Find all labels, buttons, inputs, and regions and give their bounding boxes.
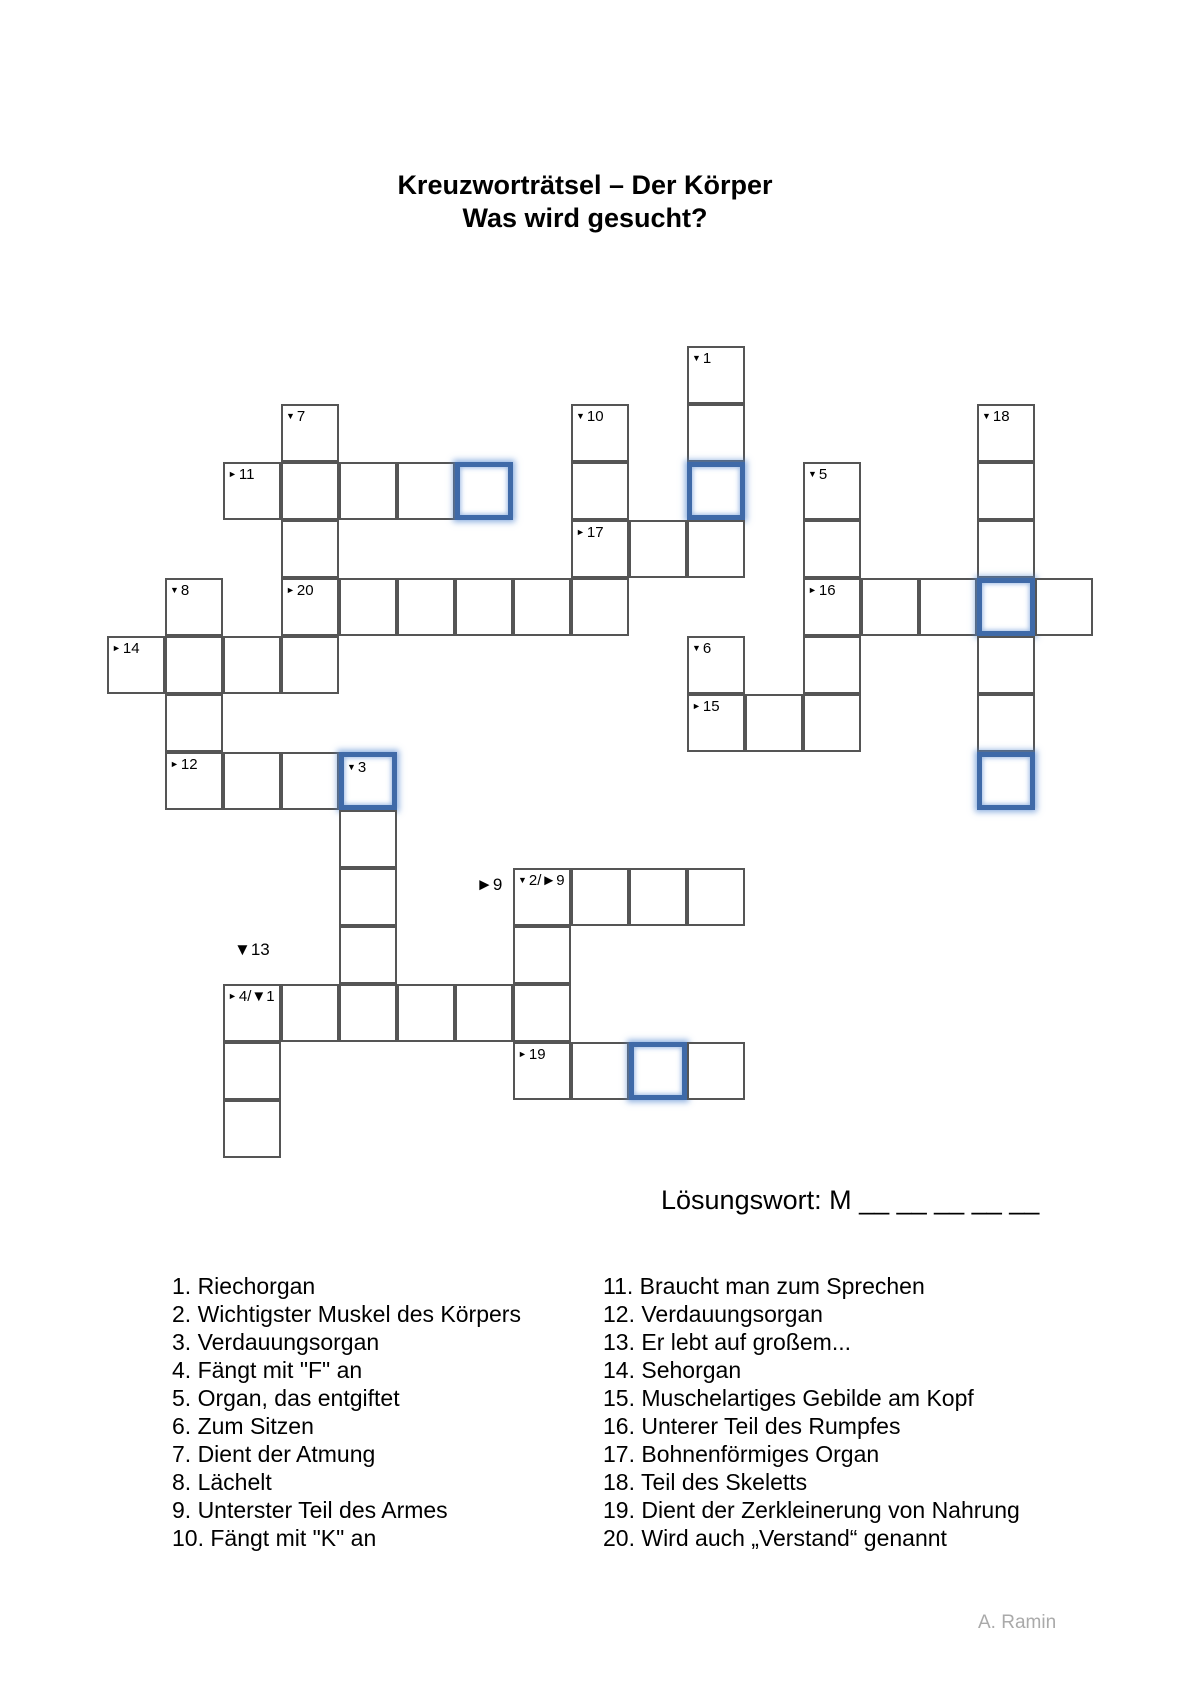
clue: 3. Verdauungsorgan xyxy=(172,1329,380,1355)
clue: 10. Fängt mit "K" an xyxy=(172,1525,377,1551)
crossword-cell[interactable] xyxy=(165,694,223,752)
crossword-cell[interactable] xyxy=(339,810,397,868)
clue-number-text: 18 xyxy=(992,408,1010,425)
crossword-cell[interactable] xyxy=(281,636,339,694)
clue-number xyxy=(692,349,744,368)
title-line-2: Was wird gesucht? xyxy=(462,203,708,233)
clue: 5. Organ, das entgiftet xyxy=(172,1385,400,1411)
clue-number-text: 2/►9 xyxy=(528,872,565,889)
clue-number xyxy=(692,639,744,658)
arrow-right-icon: ► xyxy=(112,643,121,653)
arrow-right-icon: ► xyxy=(808,585,817,595)
clue-number-text: 16 xyxy=(818,582,836,599)
solution-cell[interactable] xyxy=(687,462,745,520)
crossword-cell[interactable] xyxy=(803,578,861,636)
arrow-right-icon: ► xyxy=(576,527,585,537)
clue: 4. Fängt mit "F" an xyxy=(172,1357,363,1383)
clue-number xyxy=(518,1045,570,1064)
clue: 9. Unterster Teil des Armes xyxy=(172,1497,448,1523)
arrow-down-icon: ▼ xyxy=(692,643,701,653)
crossword-cell[interactable] xyxy=(803,636,861,694)
crossword-cell[interactable] xyxy=(281,520,339,578)
clue-number-text: 5 xyxy=(818,466,828,483)
arrow-down-icon: ▼ xyxy=(170,585,179,595)
clue-number-text: 10 xyxy=(586,408,604,425)
label-13-down: ▼13 xyxy=(234,940,270,959)
crossword-cell[interactable] xyxy=(281,404,339,462)
crossword-cell[interactable] xyxy=(687,346,745,404)
solution-word xyxy=(661,1185,1039,1216)
clue-number xyxy=(286,581,338,600)
solution-cell[interactable] xyxy=(629,1042,687,1100)
crossword-cell[interactable] xyxy=(339,578,397,636)
clue-number-text: 14 xyxy=(122,640,140,657)
clue: 11. Braucht man zum Sprechen xyxy=(603,1273,925,1299)
arrow-right-icon: ► xyxy=(170,759,179,769)
title-line-1: Kreuzworträtsel – Der Körper xyxy=(397,170,773,200)
crossword-cell[interactable] xyxy=(223,636,281,694)
clue-number xyxy=(228,987,280,1006)
clue: 16. Unterer Teil des Rumpfes xyxy=(603,1413,901,1439)
arrow-down-icon: ▼ xyxy=(576,411,585,421)
crossword-cell[interactable] xyxy=(165,752,223,810)
clue: 13. Er lebt auf großem... xyxy=(603,1329,852,1355)
crossword-cell[interactable] xyxy=(745,694,803,752)
arrow-right-icon: ► xyxy=(228,469,237,479)
crossword-cell[interactable] xyxy=(513,984,571,1042)
arrow-right-icon: ► xyxy=(228,991,237,1001)
clue: 6. Zum Sitzen xyxy=(172,1413,314,1439)
arrow-down-icon: ▼ xyxy=(692,353,701,363)
clues-left xyxy=(172,1272,521,1552)
crossword-cell[interactable] xyxy=(687,520,745,578)
crossword-cell[interactable] xyxy=(455,578,513,636)
crossword-cell[interactable] xyxy=(165,578,223,636)
clue: 8. Lächelt xyxy=(172,1469,272,1495)
crossword-cell[interactable] xyxy=(687,694,745,752)
crossword-cell[interactable] xyxy=(571,520,629,578)
crossword-cell[interactable] xyxy=(513,926,571,984)
clue: 15. Muschelartiges Gebilde am Kopf xyxy=(603,1385,974,1411)
arrow-down-icon: ▼ xyxy=(347,762,356,772)
crossword-cell[interactable] xyxy=(571,462,629,520)
clue: 7. Dient der Atmung xyxy=(172,1441,376,1467)
clue-number-text: 4/▼1 xyxy=(238,988,275,1005)
crossword-cell[interactable] xyxy=(281,752,339,810)
author: A. Ramin xyxy=(978,1612,1057,1633)
clue: 1. Riechorgan xyxy=(172,1273,316,1299)
clue: 2. Wichtigster Muskel des Körpers xyxy=(172,1301,521,1327)
clue-number xyxy=(576,523,628,542)
clue-number-text: 3 xyxy=(357,759,367,776)
arrow-right-icon: ► xyxy=(518,1049,527,1059)
crossword-cell[interactable] xyxy=(571,1042,629,1100)
clue-number xyxy=(808,465,860,484)
crossword-cell[interactable] xyxy=(223,1042,281,1100)
clue-number-text: 7 xyxy=(296,408,306,425)
crossword-cell[interactable] xyxy=(513,578,571,636)
crossword-cell[interactable] xyxy=(803,520,861,578)
solution-label: Lösungswort: xyxy=(661,1185,822,1215)
crossword-cell[interactable] xyxy=(281,578,339,636)
crossword-cell[interactable] xyxy=(223,1100,281,1158)
label-9-across: ►9 xyxy=(476,875,503,894)
crossword-cell[interactable] xyxy=(339,984,397,1042)
clue: 18. Teil des Skeletts xyxy=(603,1469,808,1495)
arrow-down-icon: ▼ xyxy=(808,469,817,479)
crossword-cell[interactable] xyxy=(977,520,1035,578)
crossword-cell[interactable] xyxy=(223,984,281,1042)
crossword-cell[interactable] xyxy=(861,578,919,636)
crossword-cell[interactable] xyxy=(397,578,455,636)
crossword-cell[interactable] xyxy=(571,868,629,926)
crossword-cell[interactable] xyxy=(803,462,861,520)
clue: 14. Sehorgan xyxy=(603,1357,742,1383)
crossword-cell[interactable] xyxy=(977,636,1035,694)
crossword-cell[interactable] xyxy=(513,1042,571,1100)
clue: 19. Dient der Zerkleinerung von Nahrung xyxy=(603,1497,1020,1523)
crossword-cell[interactable] xyxy=(687,404,745,462)
clue-number-text: 8 xyxy=(180,582,190,599)
clue-number xyxy=(347,758,399,777)
crossword-cell[interactable] xyxy=(165,636,223,694)
crossword-cell[interactable] xyxy=(281,984,339,1042)
clue-number xyxy=(982,407,1034,426)
clue-number-text: 6 xyxy=(702,640,712,657)
crossword-cell[interactable] xyxy=(281,462,339,520)
clue-number xyxy=(170,755,222,774)
crossword-cell[interactable] xyxy=(397,462,455,520)
clue-number xyxy=(518,871,570,890)
crossword-cell[interactable] xyxy=(513,868,571,926)
clue-number xyxy=(170,581,222,600)
crossword-cell[interactable] xyxy=(223,462,281,520)
clue-number xyxy=(112,639,164,658)
clue: 20. Wird auch „Verstand“ genannt xyxy=(603,1525,947,1551)
crossword-cell[interactable] xyxy=(397,984,455,1042)
crossword-cell[interactable] xyxy=(687,1042,745,1100)
clue-number xyxy=(286,407,338,426)
clue-number-text: 20 xyxy=(296,582,314,599)
crossword-cell[interactable] xyxy=(977,694,1035,752)
crossword-cell[interactable] xyxy=(455,984,513,1042)
crossword-cell[interactable] xyxy=(687,868,745,926)
solution-cell[interactable] xyxy=(339,752,397,810)
crossword-cell[interactable] xyxy=(571,578,629,636)
clue: 12. Verdauungsorgan xyxy=(603,1301,823,1327)
crossword-cell[interactable] xyxy=(977,404,1035,462)
crossword-cell[interactable] xyxy=(919,578,977,636)
crossword-cell[interactable] xyxy=(803,694,861,752)
clue-number xyxy=(228,465,280,484)
crossword-cell[interactable] xyxy=(339,926,397,984)
crossword-cell[interactable] xyxy=(977,462,1035,520)
arrow-down-icon: ▼ xyxy=(286,411,295,421)
arrow-right-icon: ► xyxy=(286,585,295,595)
crossword-cell[interactable] xyxy=(687,636,745,694)
crossword-cell[interactable] xyxy=(629,520,687,578)
clue-number-text: 19 xyxy=(528,1046,546,1063)
clue-number xyxy=(808,581,860,600)
clue: 17. Bohnenförmiges Organ xyxy=(603,1441,880,1467)
solution-text: M __ __ __ __ __ xyxy=(829,1185,1040,1215)
clue-number-text: 11 xyxy=(238,466,255,483)
clue-number xyxy=(692,697,744,716)
crossword-cell[interactable] xyxy=(339,462,397,520)
clue-number-text: 1 xyxy=(702,350,712,367)
solution-cell[interactable] xyxy=(455,462,513,520)
clue-number-text: 15 xyxy=(702,698,720,715)
crossword-cell[interactable] xyxy=(223,752,281,810)
arrow-down-icon: ▼ xyxy=(982,411,991,421)
arrow-right-icon: ► xyxy=(692,701,701,711)
crossword-cell[interactable] xyxy=(629,868,687,926)
clue-number xyxy=(576,407,628,426)
crossword-cell[interactable] xyxy=(107,636,165,694)
crossword-cell[interactable] xyxy=(1035,578,1093,636)
crossword-cell[interactable] xyxy=(339,868,397,926)
solution-cell[interactable] xyxy=(977,752,1035,810)
clue-number-text: 12 xyxy=(180,756,198,773)
solution-cell[interactable] xyxy=(977,578,1035,636)
clue-number-text: 17 xyxy=(586,524,604,541)
arrow-down-icon: ▼ xyxy=(518,875,527,885)
clues-right xyxy=(603,1272,1020,1552)
crossword-cell[interactable] xyxy=(571,404,629,462)
